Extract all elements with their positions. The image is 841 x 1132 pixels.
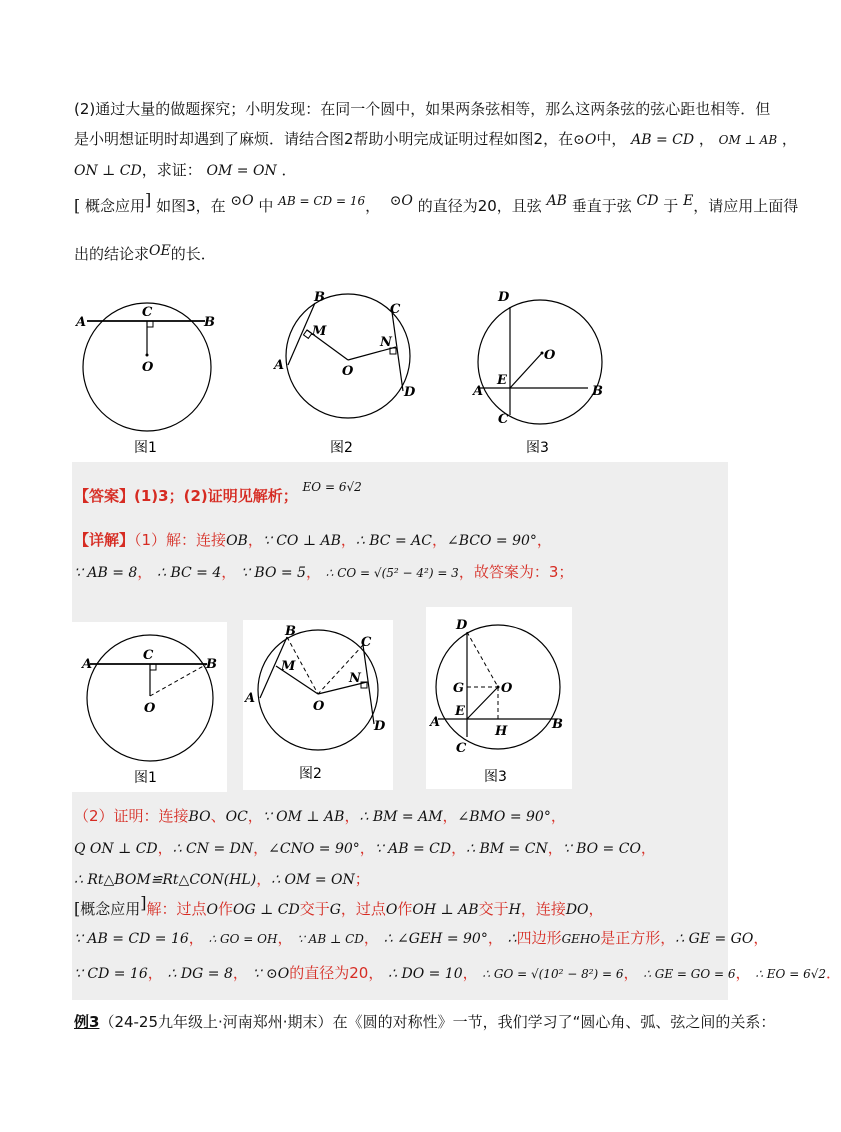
svg-text:C: C: [390, 302, 401, 317]
problem-line-2: 是小明想证明时却遇到了麻烦．请结合图2帮助小明完成证明过程如图2，在⊙O中， AB = CD ， OM ⊥ AB ，: [74, 130, 797, 148]
svg-text:O: O: [501, 681, 513, 696]
answer-figure-1: [72, 622, 227, 792]
svg-text:A: A: [430, 715, 441, 730]
svg-text:O: O: [144, 701, 156, 716]
svg-text:M: M: [281, 659, 296, 674]
svg-text:E: E: [497, 373, 507, 388]
svg-text:C: C: [143, 648, 154, 663]
label-C: C: [142, 305, 153, 320]
concept-label: 概念应用: [85, 197, 146, 215]
svg-text:O: O: [544, 348, 556, 363]
svg-text:A: A: [473, 384, 484, 399]
figure-2-top: [268, 285, 428, 460]
problem-line-5: 出的结论求OE的长．: [74, 243, 216, 263]
problem-line-1: (2)通过大量的做题探究；小明发现：在同一个圆中，如果两条弦相等，那么这两条弦的弦心距也相等．但: [74, 100, 771, 118]
detail-line-2: ∵ AB = 8， ∴ BC = 4， ∵ BO = 5， ∴ CO = √(5² − 4²) = 3，故答案为：3；: [74, 563, 574, 581]
svg-text:B: B: [592, 384, 603, 399]
problem-line-4: [ 概念应用] 如图3，在 ⊙O 中 $^{AB = CD = 16}$， ⊙O 的直径为20，且弦 AB 垂直于弦 CD 于 E，请应用上面得: [74, 190, 799, 215]
label-O: O: [142, 360, 154, 375]
svg-text:B: B: [206, 657, 217, 672]
concept-line-1: [概念应用]解：过点O作OG ⊥ CD交于G，过点O作OH ⊥ AB交于H，连接DO，: [74, 893, 604, 918]
svg-text:B: B: [552, 717, 563, 732]
detail-line-1: 【详解】（1）解：连接OB，∵ CO ⊥ AB，∴ BC = AC，∠BCO = 90°，: [74, 531, 552, 549]
label-B: B: [204, 315, 215, 330]
answer-figure-2-box: [243, 620, 393, 790]
svg-text:B: B: [314, 290, 325, 305]
svg-text:C: C: [361, 635, 372, 650]
svg-text:M: M: [312, 324, 327, 339]
svg-text:A: A: [82, 657, 93, 672]
answer-line: 【答案】(1)3；(2)证明见解析； $^{EO = 6√2}$: [74, 480, 362, 505]
figure-1-top: [70, 285, 230, 460]
example-3-line: 例3（24-25九年级上·河南郑州·期末）在《圆的对称性》一节，我们学习了“圆心角、弧、弦之间的关系：: [74, 1013, 776, 1031]
example-tag: 例3: [74, 1013, 100, 1031]
svg-text:D: D: [498, 290, 510, 305]
svg-text:C: C: [456, 741, 467, 756]
svg-text:图3: 图3: [484, 769, 507, 785]
svg-text:D: D: [374, 719, 386, 734]
svg-text:图3: 图3: [526, 440, 549, 456]
svg-text:N: N: [349, 671, 361, 686]
svg-text:H: H: [495, 724, 508, 739]
figure-3-top: [470, 285, 630, 460]
svg-text:A: A: [274, 358, 285, 373]
label-A: A: [76, 315, 87, 330]
svg-text:A: A: [245, 691, 256, 706]
svg-text:D: D: [456, 618, 468, 633]
answer-figure-3: [426, 607, 572, 789]
proof-line-2: Q ON ⊥ CD，∴ CN = DN，∠CNO = 90°，∵ AB = CD，∴ BM = CN，∵ BO = CO，: [74, 839, 656, 857]
svg-text:O: O: [313, 699, 325, 714]
answer-figure-3-box: [426, 607, 572, 789]
svg-text:图1: 图1: [134, 770, 157, 786]
svg-text:N: N: [380, 335, 392, 350]
svg-text:G: G: [453, 681, 465, 696]
svg-text:E: E: [455, 704, 465, 719]
concept-line-2: ∵ AB = CD = 16， ∴ GO = OH， ∵ AB ⊥ CD， ∴ ∠GEH = 90°， ∴四边形GEHO是正方形，∴ GE = GO，: [74, 929, 769, 947]
svg-text:O: O: [342, 364, 354, 379]
svg-text:图2: 图2: [330, 440, 353, 456]
problem-line-3: ON ⊥ CD，求证： OM = ON ．: [74, 161, 297, 179]
svg-text:C: C: [498, 412, 509, 427]
svg-text:图2: 图2: [299, 766, 322, 782]
proof-line-1: （2）证明：连接BO、OC，∵ OM ⊥ AB，∴ BM = AM，∠BMO = 90°，: [74, 807, 566, 825]
concept-line-3: ∵ CD = 16， ∴ DG = 8， ∵ ⊙O的直径为20， ∴ DO = 10， ∴ GO = √(10² − 8²) = 6， ∴ GE = GO = 6， ∴ EO = 6√2．: [74, 964, 841, 982]
svg-text:B: B: [285, 624, 296, 639]
answer-figure-2: [243, 620, 393, 790]
answer-figure-1-box: [72, 622, 227, 792]
figure-caption: 图1: [134, 440, 157, 456]
svg-text:D: D: [404, 385, 416, 400]
proof-line-3: ∴ Rt△BOM≌Rt△CON(HL)，∴ OM = ON；: [74, 870, 370, 888]
